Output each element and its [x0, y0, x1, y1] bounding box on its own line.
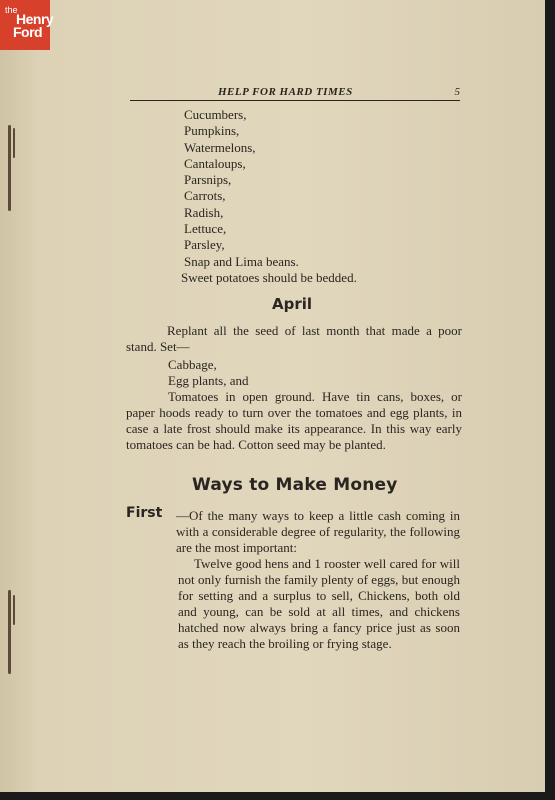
logo-text-ford: Ford [13, 24, 43, 40]
logo-text-henry: Henry [16, 11, 54, 27]
binding-stitch-bottom-2 [13, 595, 15, 625]
running-header [130, 86, 460, 101]
list-item: Carrots, [184, 188, 226, 204]
binding-stitch-top-2 [13, 128, 15, 158]
set-list [168, 357, 249, 389]
first-paragraph: —Of the many ways to keep a little cash coming in with a considerable degree of regularity, the following are the most important: [176, 508, 460, 555]
list-item: Parsley, [184, 237, 225, 253]
logo-text-the: the [5, 5, 18, 15]
list-item: Parsnips, [184, 172, 232, 188]
list-item: Egg plants, and [168, 373, 249, 388]
list-item: Pumpkins, [184, 123, 240, 139]
ways-heading: Ways to Make Money [192, 475, 398, 495]
binding-stitch-top [8, 125, 11, 211]
list-item: Cucumbers, [184, 107, 247, 122]
hens-paragraph: Twelve good hens and 1 rooster well cared for will not only furnish the family plenty of eggs, but enough for setting and a surplus to sell, Chickens, both old and young, can be sold at all times, and chickens hatched now always bring a fancy price just as soon as they reach the broiling or frying stage. [178, 556, 460, 651]
first-label: First [126, 505, 163, 521]
list-item: Lettuce, [184, 221, 227, 237]
list-item: Radish, [184, 204, 224, 220]
binding-stitch-bottom [8, 590, 11, 674]
henry-ford-logo[interactable] [0, 0, 54, 50]
page-number: 5 [454, 86, 460, 98]
header-title: HELP FOR HARD TIMES [218, 86, 353, 98]
april-heading: April [272, 295, 313, 313]
list-item: Snap and Lima beans. [184, 253, 299, 269]
replant-paragraph: Replant all the seed of last month that made a poor stand. Set— [126, 323, 462, 354]
tomatoes-paragraph: Tomatoes in open ground. Have tin cans, boxes, or paper hoods ready to turn over the tomatoes and egg plants, in case a late frost should make its appearance. In this way early tomatoes can be had. Cotton seed may be planted. [126, 389, 462, 452]
list-item: Cantaloups, [184, 155, 246, 171]
sweet-potatoes-line: Sweet potatoes should be bedded. [181, 269, 357, 285]
list-item: Cabbage, [168, 357, 217, 372]
vegetable-list [181, 107, 357, 286]
list-item: Watermelons, [184, 139, 256, 155]
